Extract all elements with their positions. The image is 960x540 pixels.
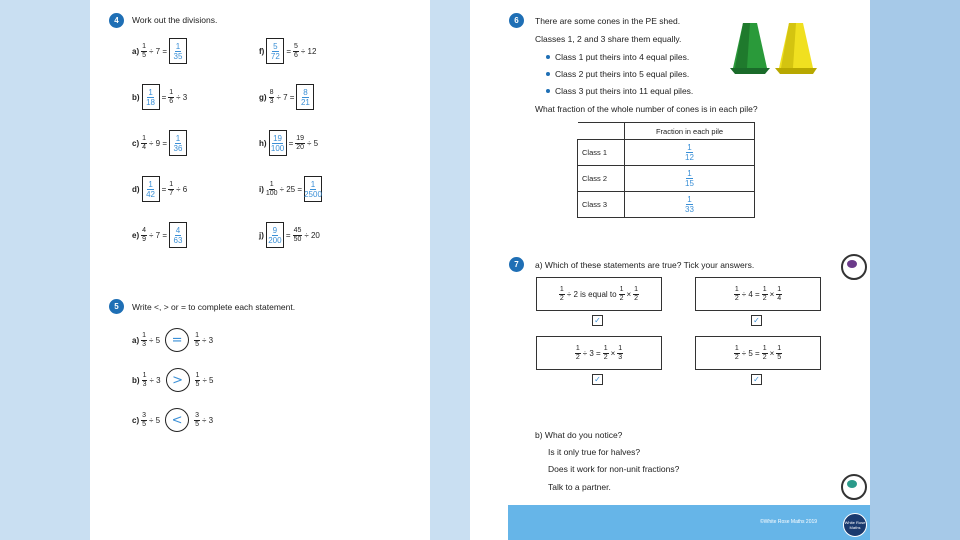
- fraction-table: [577, 122, 755, 218]
- operation: ÷ 7 =: [149, 230, 167, 240]
- answer-denominator: 33: [685, 205, 694, 214]
- denominator: 72: [270, 51, 280, 61]
- item-label: a): [132, 335, 140, 345]
- answer-box[interactable]: [269, 130, 287, 156]
- question-7-part-b: b) What do you notice?: [535, 430, 623, 440]
- denominator: 2: [603, 353, 608, 361]
- numerator: 9: [272, 225, 278, 235]
- denominator: 5: [195, 420, 199, 428]
- tick-box[interactable]: [592, 315, 603, 326]
- denominator: 3: [269, 97, 274, 105]
- tick-mark: ✓: [594, 316, 601, 325]
- statement-box: [695, 336, 821, 370]
- times-sign: ×: [610, 348, 616, 358]
- times-sign: ×: [769, 348, 775, 358]
- numerator: 1: [148, 179, 153, 189]
- answer-numerator: 1: [687, 143, 692, 152]
- numerator: 1: [142, 371, 147, 379]
- numerator: 1: [619, 285, 624, 293]
- equals-sign: =: [161, 184, 167, 194]
- question-5-title: Write <, > or = to complete each statement.: [132, 302, 296, 312]
- table-row: [578, 192, 755, 218]
- division-item: [259, 38, 316, 64]
- statement-box: [536, 336, 662, 370]
- item-label: h): [259, 138, 267, 148]
- statement-text: ÷ 4 =: [741, 289, 760, 299]
- question-7-b-line: Talk to a partner.: [548, 482, 611, 492]
- denominator: 35: [173, 51, 183, 61]
- answer-numerator: 1: [687, 169, 692, 178]
- comparison-item: [132, 368, 214, 392]
- division-item: [259, 130, 318, 156]
- comparison-circle[interactable]: [166, 368, 190, 392]
- equals-sign: =: [288, 138, 294, 148]
- operation: ÷ 25 =: [279, 184, 302, 194]
- numerator: 1: [777, 285, 782, 293]
- table-row: [578, 140, 755, 166]
- operation: ÷ 5: [202, 375, 214, 385]
- operation: ÷ 20: [304, 230, 320, 240]
- discussion-bubble-icon: [841, 474, 867, 500]
- question-6-prompt: What fraction of the whole number of cones is in each pile?: [535, 104, 758, 114]
- comparison-item: [132, 408, 213, 432]
- denominator: 2: [559, 294, 564, 302]
- denominator: 5: [142, 51, 147, 59]
- numerator: 1: [175, 41, 181, 51]
- denominator: 4: [142, 143, 147, 151]
- equals-sign: =: [161, 92, 167, 102]
- question-6-line1: There are some cones in the PE shed.: [535, 16, 681, 26]
- numerator: 1: [175, 133, 181, 143]
- denominator: 6: [294, 51, 298, 59]
- numerator: 1: [618, 344, 623, 352]
- statement-box: [695, 277, 821, 311]
- division-item: [132, 84, 187, 110]
- thinking-bubble-icon: [841, 254, 867, 280]
- numerator: 4: [142, 226, 147, 234]
- answer-box[interactable]: [266, 222, 284, 248]
- denominator: 2: [575, 353, 580, 361]
- table-header: Fraction in each pile: [625, 123, 755, 140]
- operation: ÷ 7 =: [276, 92, 295, 102]
- question-7-b-line: Is it only true for halves?: [548, 447, 641, 457]
- numerator: 1: [310, 179, 316, 189]
- numerator: 19: [296, 134, 305, 142]
- denominator: 18: [146, 97, 156, 107]
- bullet-icon: [546, 72, 550, 76]
- numerator: 1: [142, 42, 147, 50]
- table-class-cell: Class 3: [578, 192, 625, 218]
- numerator: 1: [269, 180, 274, 188]
- denominator: 36: [173, 143, 183, 153]
- tick-mark: ✓: [753, 316, 760, 325]
- equals-sign: =: [286, 46, 291, 56]
- question-6-number: 6: [509, 13, 524, 28]
- comparison-symbol: <: [171, 412, 183, 428]
- numerator: 1: [762, 344, 767, 352]
- denominator: 20: [296, 143, 305, 151]
- division-item: [132, 176, 187, 202]
- operation: ÷ 3: [176, 92, 188, 102]
- operation: ÷ 5: [149, 335, 161, 345]
- white-rose-logo-icon: White Rose Maths: [843, 513, 867, 537]
- table-empty-header: [578, 123, 625, 140]
- numerator: 1: [559, 285, 564, 293]
- numerator: 8: [269, 88, 274, 96]
- answer-box[interactable]: [296, 84, 314, 110]
- division-item: [259, 222, 320, 248]
- bullet-icon: [546, 55, 550, 59]
- division-item: [259, 176, 322, 202]
- tick-box[interactable]: [751, 374, 762, 385]
- numerator: 3: [142, 411, 147, 419]
- denominator: 5: [777, 353, 782, 361]
- numerator: 45: [293, 226, 302, 234]
- denominator: 3: [142, 340, 147, 348]
- numerator: 1: [195, 331, 199, 339]
- operation: ÷ 12: [300, 46, 317, 56]
- question-5-number: 5: [109, 299, 124, 314]
- denominator: 9: [142, 235, 147, 243]
- operation: ÷ 3: [202, 415, 214, 425]
- numerator: 4: [175, 225, 181, 235]
- numerator: 1: [762, 285, 767, 293]
- comparison-circle[interactable]: [165, 408, 189, 432]
- bullet-text-1: Class 1 put theirs into 4 equal piles.: [555, 52, 690, 62]
- denominator: 2: [734, 353, 739, 361]
- division-item: [132, 38, 187, 64]
- tick-box[interactable]: [592, 374, 603, 385]
- item-label: c): [132, 415, 140, 425]
- answer-box[interactable]: [169, 222, 187, 248]
- denominator: 7: [169, 189, 174, 197]
- numerator: 1: [777, 344, 782, 352]
- numerator: 1: [734, 344, 739, 352]
- item-label: i): [259, 184, 264, 194]
- operation: ÷ 5: [307, 138, 319, 148]
- item-label: d): [132, 184, 140, 194]
- numerator: 1: [169, 180, 174, 188]
- denominator: 42: [146, 189, 156, 199]
- operation: ÷ 3: [202, 335, 214, 345]
- bullet-text-2: Class 2 put theirs into 5 equal piles.: [555, 69, 690, 79]
- question-4-title: Work out the divisions.: [132, 15, 218, 25]
- comparison-item: [132, 328, 213, 352]
- statement-text: ÷ 3 =: [582, 348, 601, 358]
- denominator: 5: [195, 380, 200, 388]
- worksheet-page-left: [90, 0, 430, 540]
- cones-illustration-icon: [725, 18, 820, 78]
- table-answer-cell[interactable]: [625, 166, 755, 192]
- table-answer-cell[interactable]: [625, 140, 755, 166]
- statement-box: [536, 277, 662, 311]
- numerator: 19: [273, 133, 282, 143]
- item-label: e): [132, 230, 140, 240]
- denominator: 3: [142, 380, 147, 388]
- comparison-circle[interactable]: [165, 328, 189, 352]
- item-label: b): [132, 375, 140, 385]
- bullet-text-3: Class 3 put theirs into 11 equal piles.: [555, 86, 694, 96]
- item-label: c): [132, 138, 140, 148]
- question-6-line2: Classes 1, 2 and 3 share them equally.: [535, 34, 682, 44]
- comparison-symbol: >: [172, 372, 183, 388]
- item-label: f): [259, 46, 265, 56]
- numerator: 8: [303, 87, 308, 97]
- table-class-cell: Class 2: [578, 166, 625, 192]
- bullet-icon: [546, 89, 550, 93]
- division-item: [259, 84, 314, 110]
- answer-box[interactable]: [142, 84, 160, 110]
- numerator: 1: [634, 285, 639, 293]
- numerator: 1: [148, 87, 153, 97]
- tick-box[interactable]: [751, 315, 762, 326]
- answer-denominator: 12: [685, 153, 694, 162]
- denominator: 6: [169, 97, 174, 105]
- denominator: 2500: [304, 189, 322, 199]
- statement-text: ÷ 2 is equal to: [566, 289, 617, 299]
- operation: ÷ 3: [149, 375, 161, 385]
- numerator: 5: [273, 41, 278, 51]
- table-answer-cell[interactable]: [625, 192, 755, 218]
- item-label: g): [259, 92, 267, 102]
- tick-mark: ✓: [753, 375, 760, 384]
- numerator: 3: [195, 411, 199, 419]
- item-label: j): [259, 230, 264, 240]
- numerator: 1: [195, 371, 200, 379]
- item-label: b): [132, 92, 140, 102]
- denominator: 200: [268, 235, 282, 245]
- denominator: 5: [142, 420, 147, 428]
- denominator: 2: [619, 294, 624, 302]
- answer-box[interactable]: [169, 38, 187, 64]
- numerator: 1: [603, 344, 608, 352]
- question-7-number: 7: [509, 257, 524, 272]
- denominator: 2: [634, 294, 639, 302]
- denominator: 4: [777, 294, 782, 302]
- equals-sign: =: [285, 230, 291, 240]
- division-item: [132, 130, 187, 156]
- numerator: 1: [575, 344, 580, 352]
- answer-denominator: 15: [685, 179, 694, 188]
- denominator: 2: [762, 294, 767, 302]
- numerator: 5: [294, 42, 298, 50]
- operation: ÷ 7 =: [149, 46, 167, 56]
- denominator: 63: [173, 235, 183, 245]
- operation: ÷ 5: [149, 415, 161, 425]
- copyright-text: ©White Rose Maths 2019: [760, 519, 818, 525]
- answer-box[interactable]: [266, 38, 284, 64]
- background-strip: [870, 0, 960, 540]
- question-7-part-a: a) Which of these statements are true? Tick your answers.: [535, 260, 755, 270]
- denominator: 21: [300, 97, 310, 107]
- operation: ÷ 9 =: [149, 138, 167, 148]
- numerator: 1: [169, 88, 174, 96]
- worksheet-page-right: [470, 0, 870, 540]
- numerator: 1: [142, 134, 147, 142]
- numerator: 1: [142, 331, 147, 339]
- statement-text: ÷ 5 =: [741, 348, 760, 358]
- operation: ÷ 6: [176, 184, 188, 194]
- denominator: 50: [293, 235, 302, 243]
- table-row: [578, 166, 755, 192]
- question-4-number: 4: [109, 13, 124, 28]
- question-7-b-line: Does it work for non-unit fractions?: [548, 464, 680, 474]
- answer-box[interactable]: [169, 130, 187, 156]
- denominator: 100: [270, 143, 285, 153]
- answer-numerator: 1: [687, 195, 692, 204]
- times-sign: ×: [626, 289, 632, 299]
- denominator: 3: [618, 353, 623, 361]
- answer-box[interactable]: [142, 176, 160, 202]
- numerator: 1: [734, 285, 739, 293]
- denominator: 100: [265, 189, 278, 197]
- denominator: 2: [762, 353, 767, 361]
- answer-box[interactable]: [304, 176, 322, 202]
- comparison-symbol: =: [171, 332, 183, 348]
- denominator: 5: [195, 340, 199, 348]
- table-class-cell: Class 1: [578, 140, 625, 166]
- times-sign: ×: [769, 289, 775, 299]
- item-label: a): [132, 46, 140, 56]
- tick-mark: ✓: [594, 375, 601, 384]
- division-item: [132, 222, 187, 248]
- denominator: 2: [734, 294, 739, 302]
